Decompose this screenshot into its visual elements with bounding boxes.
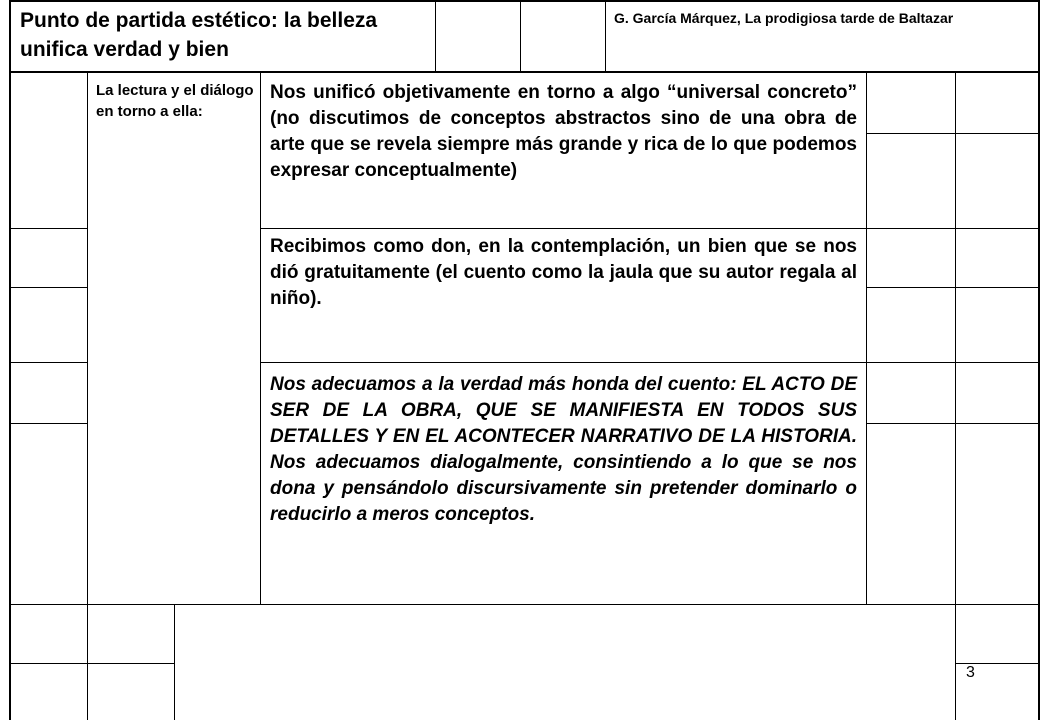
grid-line	[9, 423, 87, 424]
grid-line	[866, 423, 1039, 424]
grid-line	[9, 663, 175, 664]
grid-line	[9, 287, 87, 288]
grid-line	[9, 71, 1040, 73]
grid-line	[9, 228, 87, 229]
grid-line	[87, 72, 88, 720]
grid-line	[520, 0, 521, 72]
paragraph-gift: Recibimos como don, en la contemplación, un bien que se nos dió gratuitamente (el cuento como la jaula que su autor regala al niño).	[270, 236, 857, 309]
grid-line	[955, 72, 956, 720]
grid-line	[866, 133, 1039, 134]
paragraph-truth: Nos adecuamos a la verdad más honda del cuento: EL ACTO DE SER DE LA OBRA, QUE SE MANIFIESTA EN TODOS SUS DETALLES Y EN EL ACONTECER NARRATIVO DE LA HISTORIA. Nos adecuamos dialogalmente, consintiendo a lo que se nos dona y pensándolo discursivamente sin pretender dominarlo o reducirlo a meros conceptos.	[270, 374, 857, 525]
paragraph-unification: Nos unificó objetivamente en torno a algo “universal concreto” (no discutimos de conceptos abstractos sino de una obra de arte que se revela siempre más grande y rica de lo que podemos expresar conceptualmente)	[270, 82, 857, 181]
grid-line	[260, 228, 1039, 229]
grid-line	[174, 604, 175, 720]
grid-line	[605, 0, 606, 72]
grid-line	[260, 362, 1039, 363]
section-label: La lectura y el diálogo en torno a ella:	[96, 82, 254, 120]
grid-line	[9, 362, 87, 363]
grid-line	[435, 0, 436, 72]
grid-line	[260, 72, 261, 604]
grid-line	[9, 604, 1040, 605]
page-number: 3	[966, 664, 975, 681]
grid-line	[866, 72, 867, 604]
grid-line	[866, 287, 1039, 288]
slide-title: Punto de partida estético: la belleza unifica verdad y bien	[20, 9, 378, 61]
grid-line	[9, 0, 1040, 2]
grid-line	[9, 0, 11, 720]
source-reference: G. García Márquez, La prodigiosa tarde de Baltazar	[614, 10, 954, 26]
